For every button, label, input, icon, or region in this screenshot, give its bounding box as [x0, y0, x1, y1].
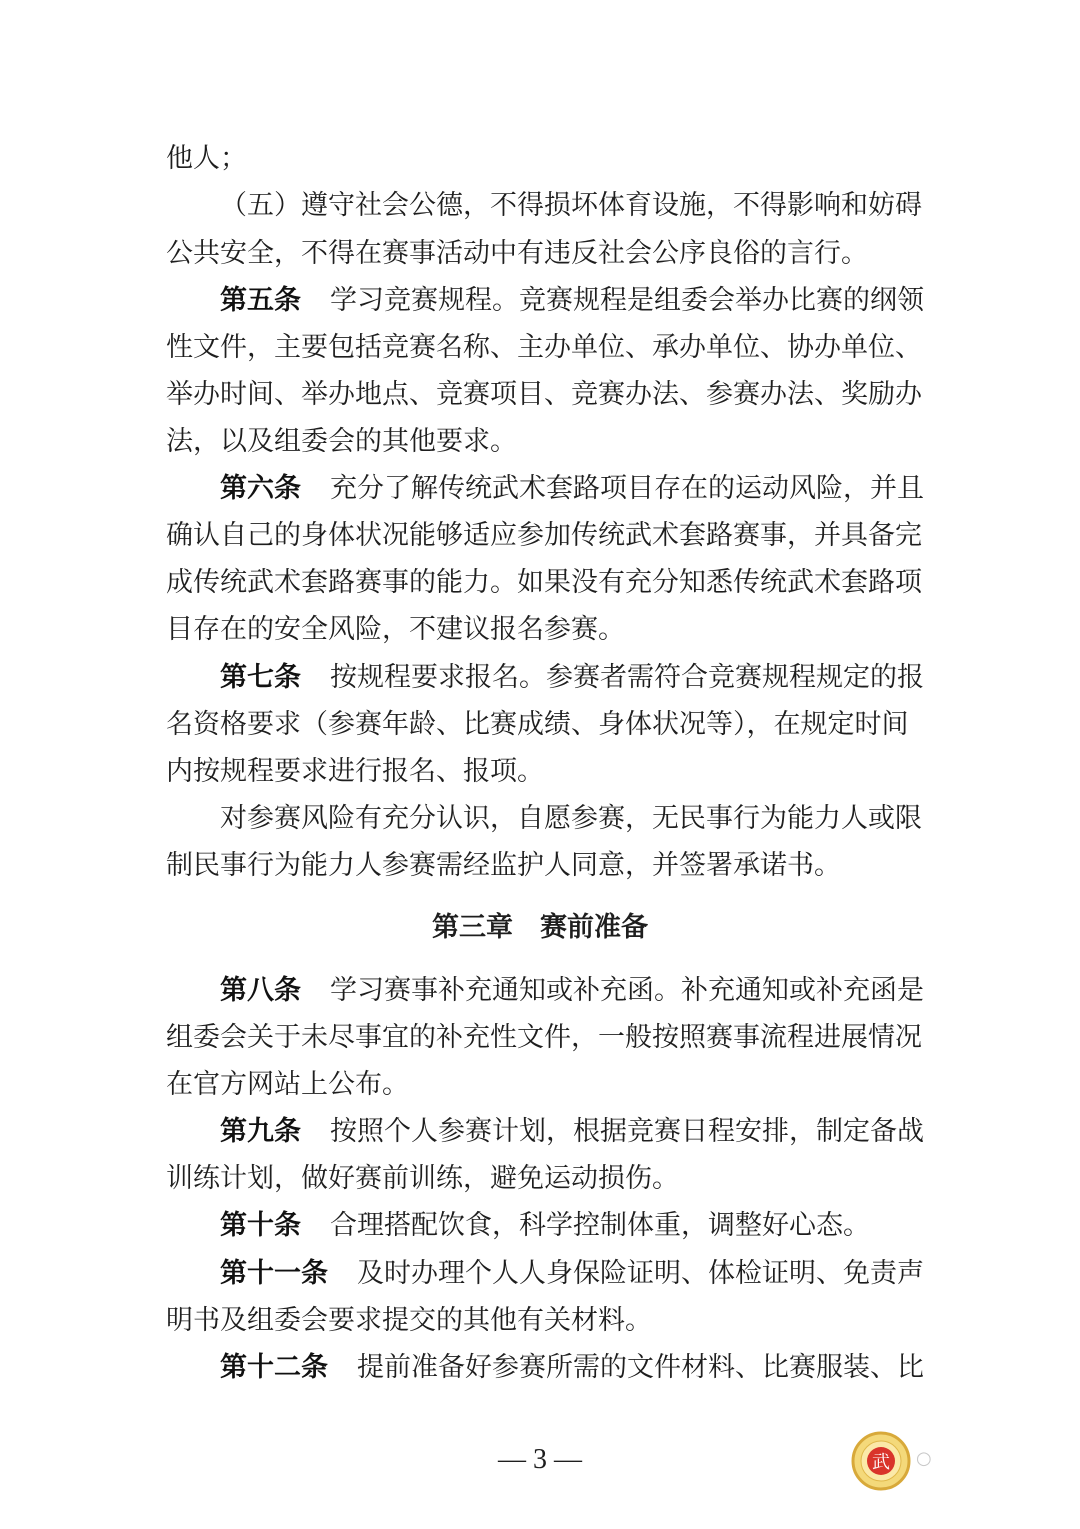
article-6-line	[0, 466, 1080, 512]
article-6-label: 第六条	[220, 473, 301, 504]
chapter-heading: 第三章 赛前准备	[432, 912, 648, 943]
article-10-line	[0, 1203, 1080, 1249]
text-line	[0, 231, 1080, 277]
article-11-line	[0, 1251, 1080, 1297]
text-line-content: 训练计划，做好赛前训练，避免运动损伤。	[166, 1163, 679, 1194]
text-line-content: 性文件，主要包括竞赛名称、主办单位、承办单位、协办单位、	[166, 332, 922, 363]
article-8-label: 第八条	[220, 975, 301, 1006]
text-line-content: 成传统武术套路赛事的能力。如果没有充分知悉传统武术套路项	[166, 567, 922, 598]
text-line	[0, 136, 1080, 182]
text-line-content: 对参赛风险有充分认识，自愿参赛，无民事行为能力人或限	[220, 803, 922, 834]
text-line-content: （五）遵守社会公德，不得损坏体育设施，不得影响和妨碍	[220, 190, 922, 221]
text-line	[0, 513, 1080, 559]
article-12-line	[0, 1345, 1080, 1391]
seal-text: 武	[872, 1452, 890, 1473]
article-7-label: 第七条	[220, 662, 301, 693]
text-line	[0, 1015, 1080, 1061]
article-11-label: 第十一条	[220, 1258, 328, 1289]
text-line	[0, 796, 1080, 842]
text-line	[0, 1062, 1080, 1108]
watermark-icon: ○	[916, 1448, 932, 1469]
article-9-line	[0, 1109, 1080, 1155]
seal-logo-icon	[850, 1430, 912, 1492]
text-line	[0, 560, 1080, 606]
text-line	[0, 325, 1080, 371]
text-line-content: 提前准备好参赛所需的文件材料、比赛服装、比	[357, 1352, 924, 1383]
text-line	[0, 183, 1080, 229]
article-8-line	[0, 968, 1080, 1014]
text-line	[0, 372, 1080, 418]
text-line-content: 法，以及组委会的其他要求。	[166, 426, 517, 457]
text-line	[0, 1156, 1080, 1202]
text-line	[0, 843, 1080, 889]
article-10-label: 第十条	[220, 1210, 301, 1241]
text-line-content: 在官方网站上公布。	[166, 1069, 409, 1100]
text-line-content: 目存在的安全风险，不建议报名参赛。	[166, 614, 625, 645]
text-line-content: 举办时间、举办地点、竞赛项目、竞赛办法、参赛办法、奖励办	[166, 379, 922, 410]
text-line-content: 组委会关于未尽事宜的补充性文件，一般按照赛事流程进展情况	[166, 1022, 922, 1053]
text-line-content: 他人；	[166, 143, 247, 174]
text-line-content: 学习赛事补充通知或补充函。补充通知或补充函是	[330, 975, 924, 1006]
article-12-label: 第十二条	[220, 1352, 328, 1383]
article-5-line	[0, 278, 1080, 324]
text-line-content: 制民事行为能力人参赛需经监护人同意，并签署承诺书。	[166, 850, 841, 881]
text-line-content: 明书及组委会要求提交的其他有关材料。	[166, 1305, 652, 1336]
text-line-content: 及时办理个人人身保险证明、体检证明、免责声	[357, 1258, 924, 1289]
text-line-content: 合理搭配饮食，科学控制体重，调整好心态。	[330, 1210, 870, 1241]
text-line-content: 按规程要求报名。参赛者需符合竞赛规程规定的报	[330, 662, 924, 693]
text-line	[0, 607, 1080, 653]
text-line-content: 按照个人参赛计划，根据竞赛日程安排，制定备战	[330, 1116, 924, 1147]
article-7-line	[0, 655, 1080, 701]
text-line	[0, 1298, 1080, 1344]
text-line	[0, 702, 1080, 748]
text-line-content: 确认自己的身体状况能够适应参加传统武术套路赛事，并具备完	[166, 520, 922, 551]
text-line	[0, 419, 1080, 465]
text-line-content: 学习竞赛规程。竞赛规程是组委会举办比赛的纲领	[330, 285, 924, 316]
text-line-content: 充分了解传统武术套路项目存在的运动风险，并且	[330, 473, 924, 504]
article-5-label: 第五条	[220, 285, 301, 316]
text-line-content: 内按规程要求进行报名、报项。	[166, 756, 544, 787]
text-line-content: 公共安全，不得在赛事活动中有违反社会公序良俗的言行。	[166, 238, 868, 269]
page-number: — 3 —	[498, 1444, 582, 1475]
article-9-label: 第九条	[220, 1116, 301, 1147]
text-line-content: 名资格要求（参赛年龄、比赛成绩、身体状况等），在规定时间	[166, 709, 909, 740]
text-line	[0, 749, 1080, 795]
